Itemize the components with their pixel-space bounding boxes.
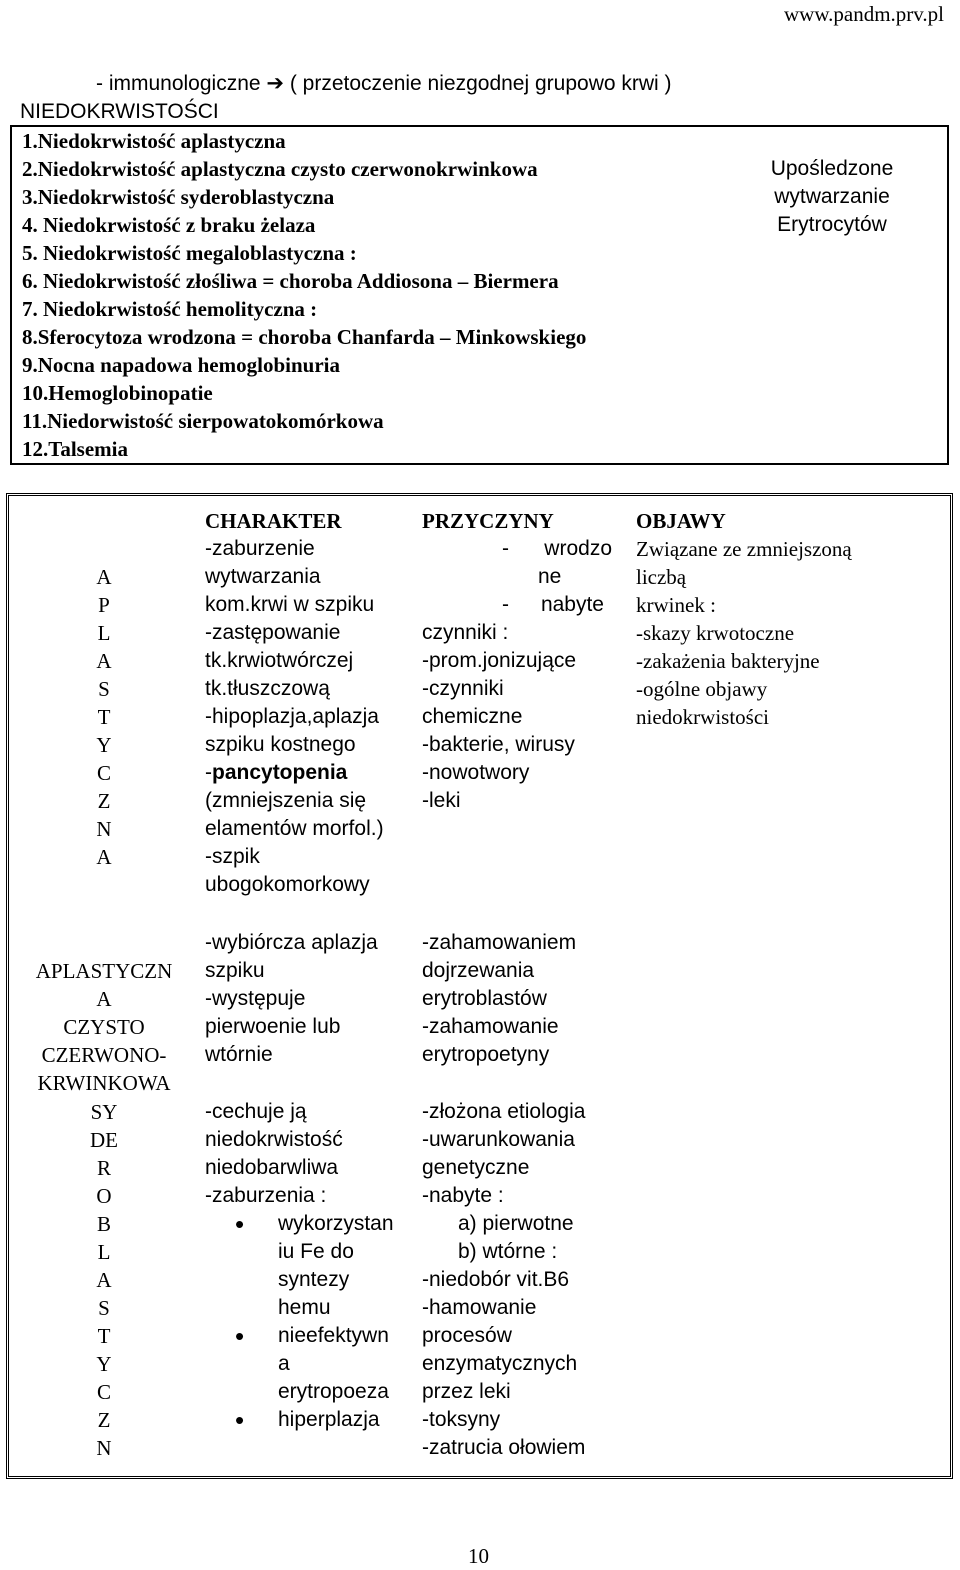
- page-number: 10: [468, 1544, 489, 1568]
- side-note-line: Upośledzone: [770, 157, 894, 180]
- anemia-list-box: [10, 125, 949, 465]
- list-item: 12.Talsemia: [22, 437, 128, 461]
- site-url: www.pandm.prv.pl: [783, 2, 944, 26]
- syderoblastyczna-label: SY DE R O B L A S T Y C Z N: [90, 1100, 118, 1460]
- list-item: 11.Niedorwistość sierpowatokomórkowa: [22, 409, 384, 433]
- list-item: • wykorzystan iu Fe do syntezy hemu: [205, 1210, 394, 1322]
- list-item: 10.Hemoglobinopatie: [22, 381, 213, 405]
- side-note-line: Erytrocytów: [777, 213, 887, 236]
- side-note: [757, 155, 907, 239]
- bullet-list: [205, 1210, 394, 1434]
- czysto-charakter: -wybiórcza aplazja szpiku -występuje pierwoenie lub wtórnie: [205, 931, 378, 1066]
- list-item: 5. Niedokrwistość megaloblastyczna :: [22, 241, 357, 265]
- list-item: • hiperplazja: [205, 1406, 394, 1434]
- aplastyczna-objawy: Związane ze zmniejszoną liczbą krwinek : -skazy krwotoczne -zakażenia bakteryjne -ogólne objawy niedokrwistości: [636, 537, 852, 729]
- aplastyczna-label: A P L A S T Y C Z N A: [96, 565, 112, 869]
- list-item: 1.Niedokrwistość aplastyczna: [22, 129, 286, 153]
- list-item: 7. Niedokrwistość hemolityczna :: [22, 297, 318, 321]
- list-item: 9.Nocna napadowa hemoglobinuria: [22, 353, 340, 377]
- intro-line: - immunologiczne ➔ ( przetoczenie niezgodnej grupowo krwi ): [96, 72, 672, 95]
- sub-list: [422, 1210, 585, 1266]
- list-item: 8.Sferocytoza wrodzona = choroba Chanfarda – Minkowskiego: [22, 325, 587, 349]
- list-item: 3.Niedokrwistość syderoblastyczna: [22, 185, 335, 209]
- aplastyczna-przyczyny: - wrodzo ne - nabyte czynniki : -prom.jonizujące -czynniki chemiczne -bakterie, wirusy -nowotwory -leki: [422, 537, 612, 812]
- header-charakter: CHARAKTER: [205, 509, 342, 533]
- czysto-przyczyny: -zahamowaniem dojrzewania erytroblastów -zahamowanie erytropoetyny: [422, 931, 577, 1066]
- list-item: b) wtórne :: [458, 1240, 558, 1263]
- aplastyczna-charakter: -zaburzenie wytwarzania kom.krwi w szpiku -zastępowanie tk.krwiotwórczej tk.tłuszczową -hipoplazja,aplazja szpiku kostnego -pancytopenia (zmniejszenia się elamentów morfol.) -szpik ubogokomorkowy: [205, 537, 384, 896]
- list-item: 2.Niedokrwistość aplastyczna czysto czerwonokrwinkowa: [22, 157, 538, 181]
- header-objawy: OBJAWY: [636, 509, 726, 533]
- syderoblastyczna-przyczyny: -złożona etiologia -uwarunkowania genetyczne -nabyte : a) pierwotne b) wtórne : -niedobór vit.B6 -hamowanie procesów enzymatycznych przez leki -toksyny -zatrucia ołowiem: [422, 1100, 586, 1459]
- list-item: 6. Niedokrwistość złośliwa = choroba Addiosona – Biermera: [22, 269, 559, 293]
- list-item: 4. Niedokrwistość z braku żelaza: [22, 213, 316, 237]
- header-przyczyny: PRZYCZYNY: [422, 509, 554, 533]
- list-item: a) pierwotne: [458, 1212, 574, 1235]
- side-note-line: wytwarzanie: [774, 185, 890, 208]
- list-item: • nieefektywn a erytropoeza: [205, 1322, 394, 1406]
- syderoblastyczna-charakter: -cechuje ją niedokrwistość niedobarwliwa -zaburzenia : • wykorzystan iu Fe do syntezy hemu • nieefektywn a erytropoeza • hiperplazja: [205, 1098, 394, 1434]
- anemia-heading: NIEDOKRWISTOŚCI: [20, 100, 219, 123]
- czysto-label: APLASTYCZN A CZYSTO CZERWONO- KRWINKOWA: [35, 959, 173, 1095]
